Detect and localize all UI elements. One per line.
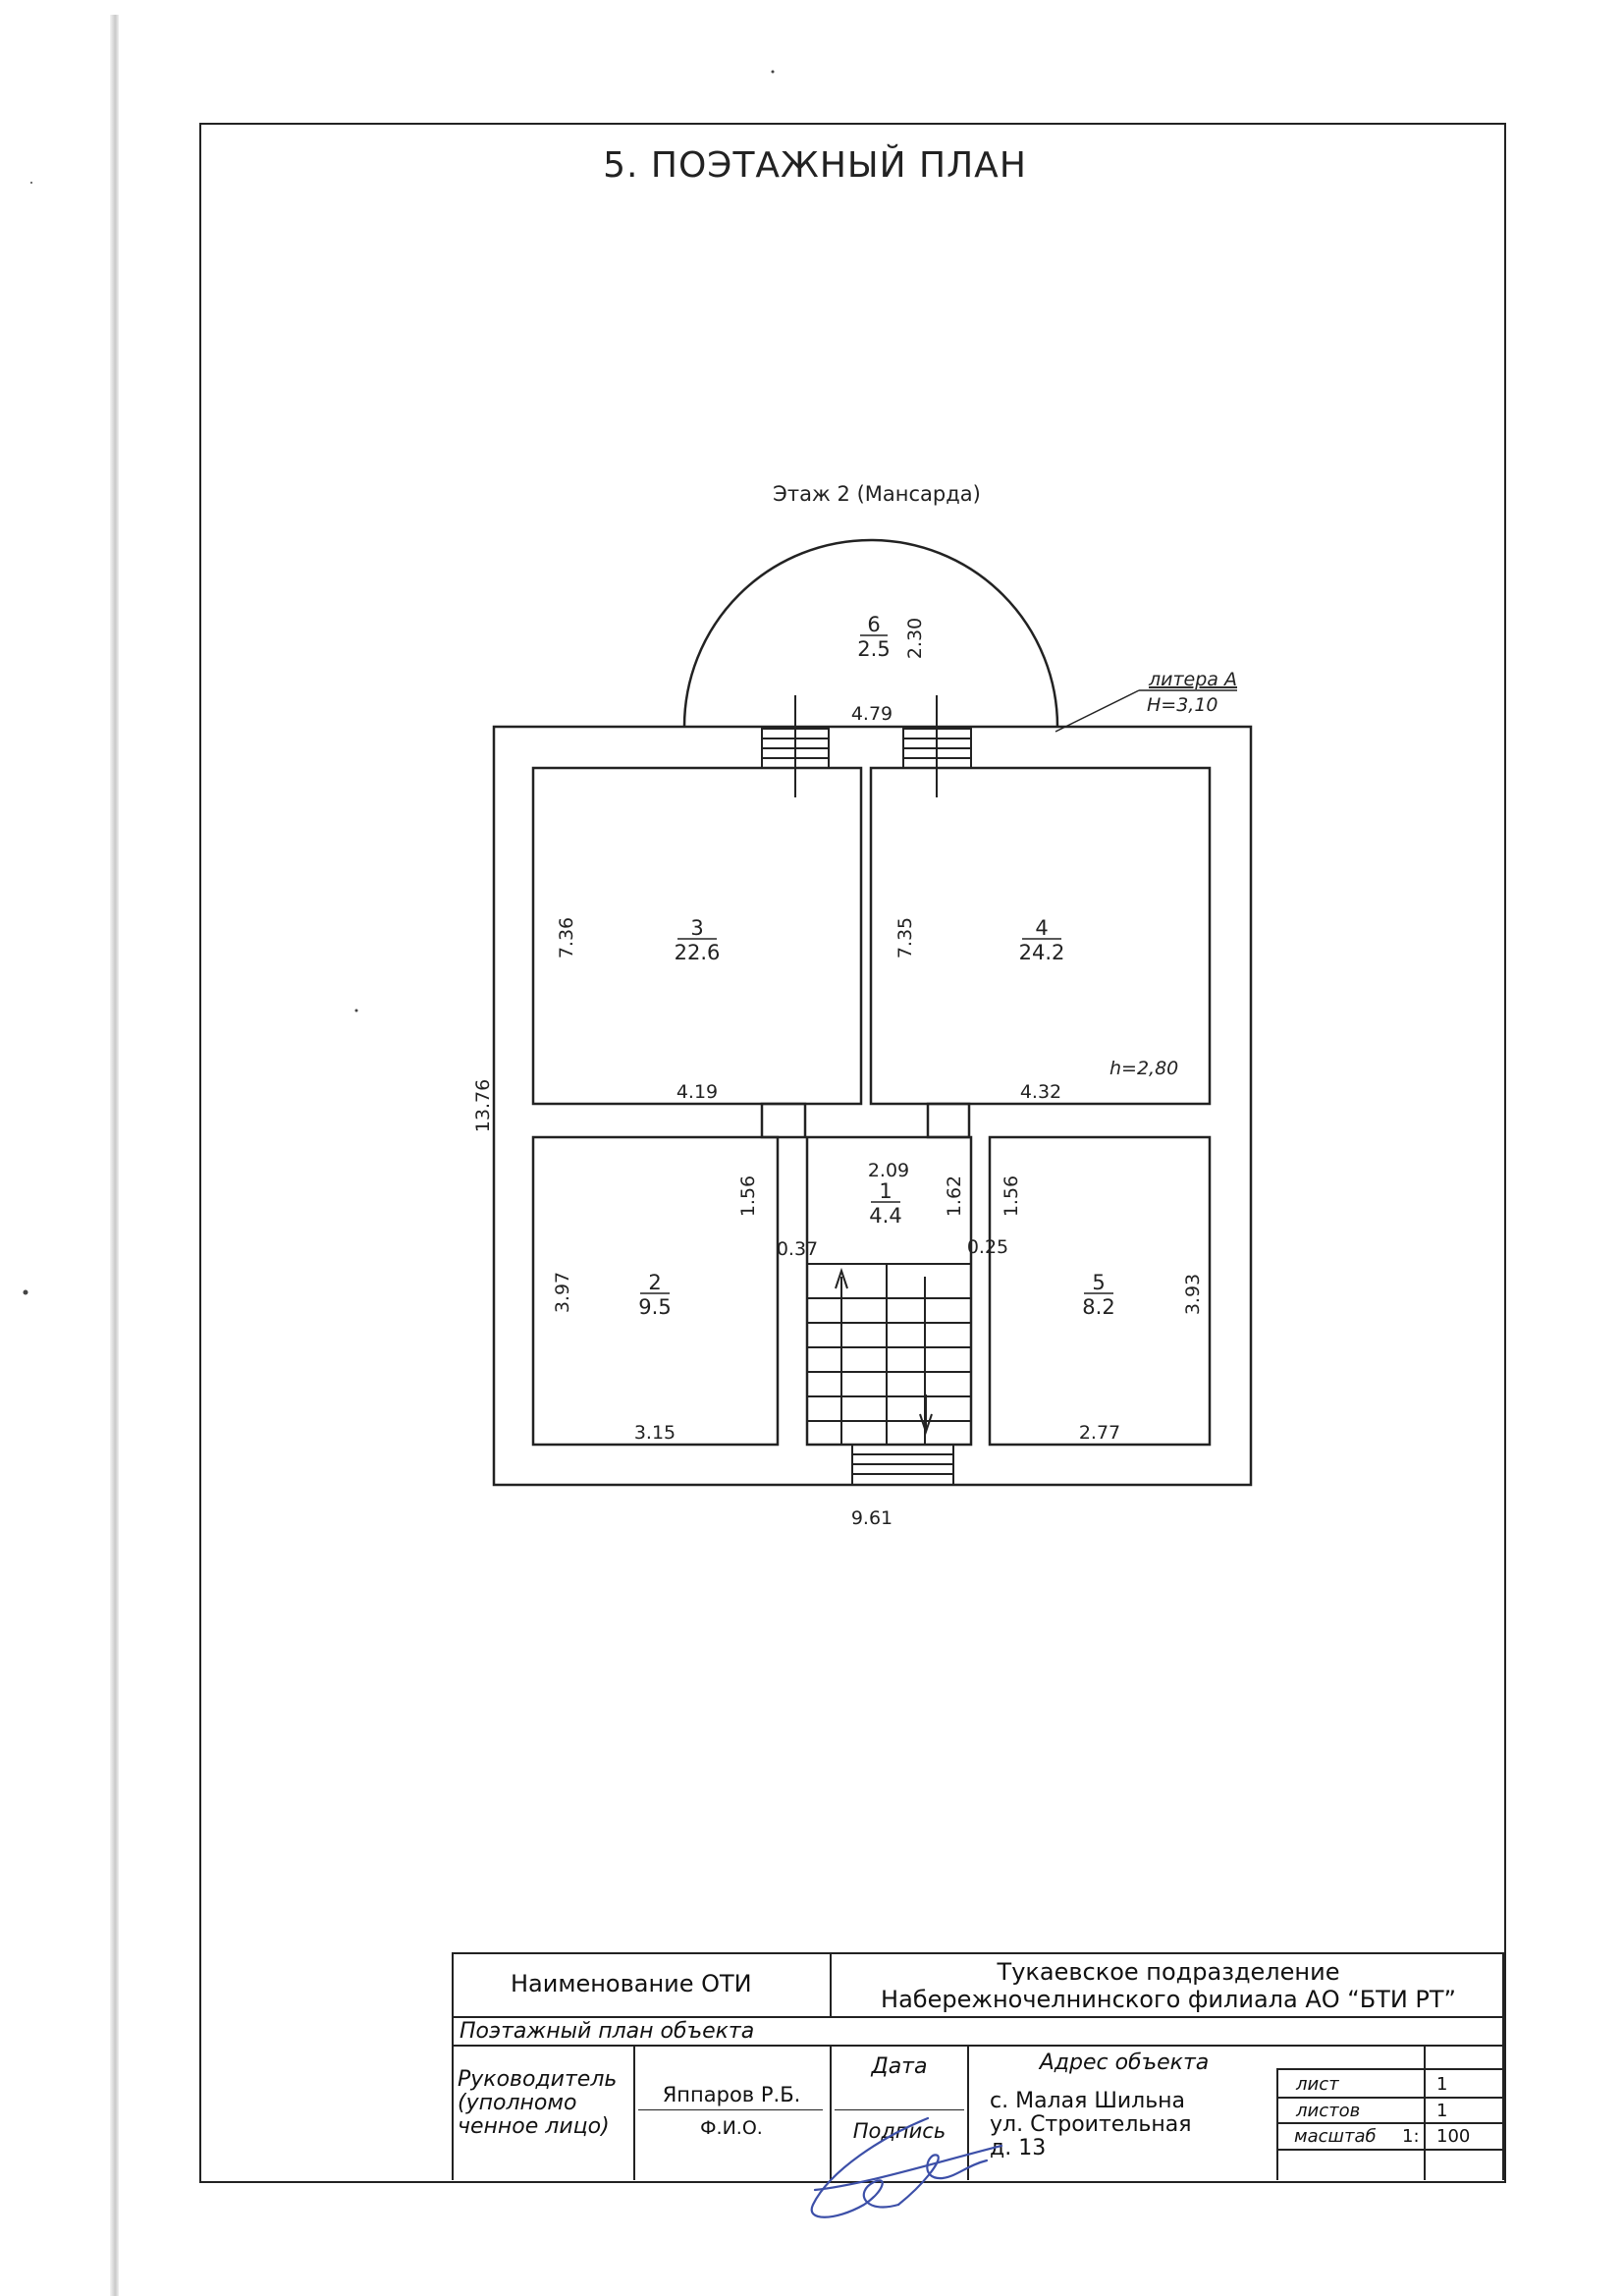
window-openings <box>762 695 971 1485</box>
address-line-1: с. Малая Шильна <box>990 2089 1186 2113</box>
scale-label: масштаб <box>1294 2126 1377 2147</box>
dim-room-2-height: 3.97 <box>552 1271 573 1314</box>
sheet-label: лист <box>1296 2074 1339 2095</box>
room-3-area: 22.6 <box>674 941 721 964</box>
room-4-area: 24.2 <box>1018 941 1065 964</box>
room-5-number: 5 <box>1092 1271 1106 1294</box>
room-2-number: 2 <box>648 1271 662 1294</box>
org-line-2: Набережночелнинского филиала АО “БТИ РТ” <box>881 1986 1456 2013</box>
signature-label: Подпись <box>852 2119 947 2143</box>
role-line-3: ченное лицо) <box>458 2114 610 2139</box>
room-5-area: 8.2 <box>1082 1295 1115 1319</box>
sheet-value: 1 <box>1436 2074 1448 2095</box>
scale-prefix: 1: <box>1402 2126 1420 2147</box>
room-6-area: 2.5 <box>857 637 891 661</box>
scale-value: 100 <box>1436 2126 1471 2147</box>
room-4-number: 4 <box>1035 916 1049 940</box>
dim-room-5-top: 1.56 <box>1001 1175 1022 1218</box>
dim-bay-height: 2.30 <box>904 617 926 660</box>
fio-label: Ф.И.О. <box>700 2117 763 2139</box>
address-line-2: ул. Строительная <box>990 2112 1192 2137</box>
page-title: 5. ПОЭТАЖНЫЙ ПЛАН <box>603 145 1027 186</box>
room-4-ceiling-height: h=2,80 <box>1109 1058 1179 1079</box>
dim-bay-width: 4.79 <box>850 703 893 725</box>
dim-room-4-width: 4.32 <box>1019 1081 1062 1103</box>
dim-room-3-height: 7.36 <box>556 916 577 959</box>
dim-room-2-width: 3.15 <box>633 1422 676 1444</box>
dim-left-gap: 0.37 <box>776 1238 819 1260</box>
sheets-label: листов <box>1296 2101 1361 2121</box>
org-line-1: Тукаевское подразделение <box>997 1958 1340 1986</box>
doorway-right <box>928 1104 969 1137</box>
person-name: Яппаров Р.Б. <box>662 2083 801 2106</box>
doorway-left <box>762 1104 805 1137</box>
dim-room-3-width: 4.19 <box>676 1081 719 1103</box>
dim-right-gap: 0.25 <box>966 1236 1009 1258</box>
room-1-number: 1 <box>879 1179 893 1203</box>
dim-room-2-top: 1.56 <box>737 1175 759 1218</box>
scan-specks <box>24 71 775 1295</box>
oti-label: Наименование ОТИ <box>511 1970 752 1997</box>
date-label: Дата <box>871 2054 928 2079</box>
room-1-area: 4.4 <box>869 1204 902 1228</box>
staircase <box>807 1264 971 1445</box>
document-name: Поэтажный план объекта <box>460 2019 755 2044</box>
litera-label: литера А <box>1149 669 1237 690</box>
dim-room-1-width: 2.09 <box>867 1160 910 1181</box>
dim-room-1-height: 1.62 <box>944 1175 965 1218</box>
dim-room-5-width: 2.77 <box>1078 1422 1121 1444</box>
dim-total-width: 9.61 <box>850 1507 893 1529</box>
litera-height: H=3,10 <box>1147 694 1218 716</box>
dim-room-5-height: 3.93 <box>1182 1273 1204 1316</box>
floor-label: Этаж 2 (Мансарда) <box>773 482 981 506</box>
dim-room-4-height: 7.35 <box>894 916 916 959</box>
room-6-number: 6 <box>867 613 881 636</box>
room-2-area: 9.5 <box>638 1295 672 1319</box>
address-line-3: д. 13 <box>990 2136 1047 2160</box>
address-label: Адрес объекта <box>1039 2050 1210 2075</box>
sheets-value: 1 <box>1436 2101 1448 2121</box>
room-3-number: 3 <box>690 916 704 940</box>
title-block <box>452 1952 1504 2180</box>
role-line-2: (уполномо <box>458 2091 577 2115</box>
role-line-1: Руководитель <box>458 2067 618 2092</box>
dim-total-depth: 13.76 <box>472 1078 494 1133</box>
